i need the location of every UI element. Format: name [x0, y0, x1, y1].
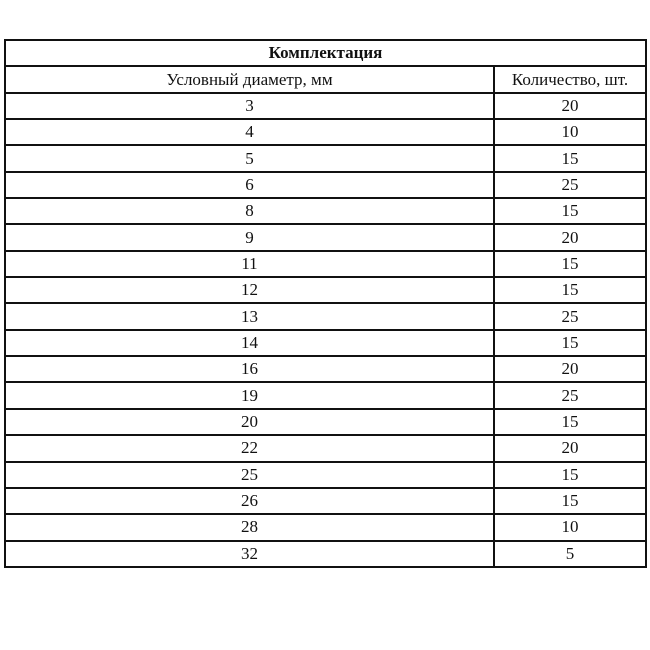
cell-diameter: 12	[5, 277, 494, 303]
cell-quantity: 20	[494, 356, 646, 382]
cell-diameter: 3	[5, 93, 494, 119]
table-row	[5, 277, 646, 303]
cell-quantity: 15	[494, 251, 646, 277]
cell-quantity: 25	[494, 303, 646, 329]
table-row	[5, 409, 646, 435]
cell-diameter: 19	[5, 382, 494, 408]
cell-quantity: 15	[494, 330, 646, 356]
cell-diameter: 6	[5, 172, 494, 198]
table-body	[5, 93, 646, 567]
table-row	[5, 198, 646, 224]
cell-quantity: 25	[494, 172, 646, 198]
cell-diameter: 28	[5, 514, 494, 540]
cell-quantity: 5	[494, 541, 646, 567]
cell-quantity: 20	[494, 224, 646, 250]
cell-quantity: 15	[494, 462, 646, 488]
cell-diameter: 22	[5, 435, 494, 461]
cell-diameter: 32	[5, 541, 494, 567]
table-row	[5, 145, 646, 171]
table-row	[5, 224, 646, 250]
header-quantity: Количество, шт.	[494, 66, 646, 92]
cell-diameter: 13	[5, 303, 494, 329]
cell-diameter: 26	[5, 488, 494, 514]
cell-diameter: 8	[5, 198, 494, 224]
cell-diameter: 9	[5, 224, 494, 250]
header-diameter: Условный диаметр, мм	[5, 66, 494, 92]
table-row	[5, 119, 646, 145]
cell-quantity: 10	[494, 119, 646, 145]
table-row	[5, 382, 646, 408]
cell-diameter: 20	[5, 409, 494, 435]
kit-table-container	[4, 39, 645, 568]
title-row	[5, 40, 646, 66]
cell-diameter: 5	[5, 145, 494, 171]
table-row	[5, 462, 646, 488]
cell-quantity: 15	[494, 409, 646, 435]
cell-diameter: 14	[5, 330, 494, 356]
cell-diameter: 25	[5, 462, 494, 488]
table-row	[5, 514, 646, 540]
kit-table	[4, 39, 647, 568]
table-row	[5, 251, 646, 277]
table-title: Комплектация	[5, 40, 646, 66]
table-row	[5, 330, 646, 356]
table-row	[5, 541, 646, 567]
cell-quantity: 15	[494, 145, 646, 171]
cell-quantity: 10	[494, 514, 646, 540]
table-row	[5, 172, 646, 198]
cell-quantity: 20	[494, 435, 646, 461]
cell-quantity: 15	[494, 277, 646, 303]
cell-diameter: 11	[5, 251, 494, 277]
table-row	[5, 435, 646, 461]
header-row	[5, 66, 646, 92]
cell-quantity: 25	[494, 382, 646, 408]
cell-quantity: 15	[494, 488, 646, 514]
table-row	[5, 93, 646, 119]
table-row	[5, 488, 646, 514]
cell-quantity: 20	[494, 93, 646, 119]
table-row	[5, 303, 646, 329]
cell-quantity: 15	[494, 198, 646, 224]
cell-diameter: 16	[5, 356, 494, 382]
cell-diameter: 4	[5, 119, 494, 145]
table-row	[5, 356, 646, 382]
